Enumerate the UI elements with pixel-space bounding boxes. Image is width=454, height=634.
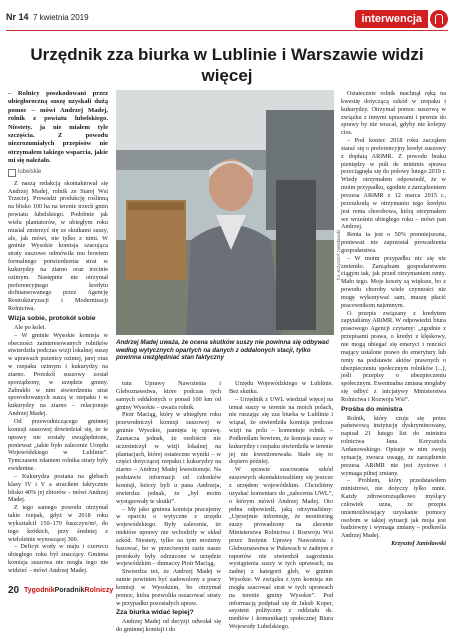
issue-date: 7 kwietnia 2019	[32, 13, 89, 22]
issue-info	[6, 12, 89, 22]
paragraph: O przepis związany z kredytem zapytaliśmy ARiMR. W odpowiedzi biura prasowego Agencji czytamy: „zgodnie z przepisami prawa, o kredyt z klęskowy, nie mogą ubiegać się emeryci i renciści mający ustalone prawo do emerytury lub renty na podstawie aktów prawnych o ubezpieczeniu społecznym rolników (...), jeśli przepisy o ubezpieczeniu społecznym. Ewentualna zmiana mogłaby się odbyć z inicjatywy Ministerstwa Rolnictwa i Rozwoju Wsi”.	[341, 309, 446, 403]
article-title: Urzędnik zza biurka w Lublinie i Warszawie widzi więcej	[30, 45, 424, 85]
photo-credit: fot. Krzysztof Janisławski	[336, 230, 341, 281]
article-author: Krzysztof Janisławski	[391, 540, 446, 548]
brand-part: Tygodnik	[24, 587, 55, 594]
paragraph: – Pod koniec 2018 roku zacząłem starać się o preferencyjny kredyt suszowy z dopłatą ARiMR. Z powodu braku pieniędzy w puli de minimis sprawa przeciągnęła się do połowy lutego 2019 r. Wtedy otrzymałem odpowiedź, że w moim przypadku, zgodnie z zarządzeniem prezesa ARiMR z 12 marca 2015 r., przeszkodą w otrzymaniu tego kredytu jest renta chorobowa, którą otrzymałem we wrześniu ubiegłego roku – mówi pan Andrzej.	[341, 137, 446, 231]
section-tag: interwencja	[355, 10, 428, 28]
farmer-photo-illustration	[116, 90, 334, 335]
article-source	[8, 169, 108, 177]
paragraph: – W moim przypadku nic się nie zmieniło. Zarządzam gospodarstwem ciągym tak, jak przed otrzymaniem renty. Mało tego. Moje koszty są większe, bo z powodu choroby wiele czynności nie mogę wykonywać sam, muszę płacić pracownikom najemnym.	[341, 254, 446, 309]
paragraph: Od przewodniczącego gminnej komisji suszowej dowiedział się, że te uprawy nie zostały uwzględnione, ponieważ „takie było zalecenie Urzędu Wojewódzkiego w Lublinie”. Tymczasem zdaniem rolnika straty były ewidentne.	[8, 417, 108, 473]
brand-part: Poradnik	[54, 587, 85, 594]
paragraph: tutu Uprawy Nawożenia i Gleboznawstwa, które podczas tych samych oddalonych o ponad 100 km od gminy Wysokie – uważa rolnik.	[116, 380, 221, 411]
source-label: lubelskie	[18, 168, 42, 175]
header-divider	[6, 30, 448, 31]
paragraph: Z tego samego powodu otrzymał takie rzepak, gdyż w 2018 roku wykształcił 150–170 łuszczyn/m², do tego krótkich, przy średniej z wieloletnie wynoszącej 300.	[8, 504, 108, 543]
paragraph: – Kukurydza posiana na glebach klasy IV i V a straciłem faktycznie blisko 40% jej zbiorów – mówi Andrzej Madej.	[8, 472, 108, 504]
article-column-1	[8, 90, 108, 575]
paragraph: – Problem, który przedstawiłem ministrowi, nie dotyczy tylko mnie. Każdy zdroworozsądkowo myślący człowiek uzna, że przepis uniemożliwiający uzyskanie pomocy osobom w takiej sytuacji jak moja jest badziewny i wymaga zmiany – podkreśla Andrzej Madej.	[341, 477, 446, 540]
subheading: Wizja sobie, protokół sobie	[8, 315, 96, 322]
article-column-4	[341, 90, 446, 548]
paragraph: Andrzej Madej od decyzji odwołał się do gminnej komisji i do	[116, 618, 221, 634]
publication-brand	[24, 587, 113, 594]
page-footer	[0, 582, 454, 600]
article-lead: – Rolnicy poszkodowani przez ubiegłoroczną suszę uzyskali dużą pomoc – mówi Andrzej Madej, rolnik z powiatu lubelskiego. Niestety, ja nie miałem tyle szczęścia. Z powodu niezrozumiałych przepisów nie otrzymałem takiego wsparcia, jakie mi się należało.	[8, 90, 108, 165]
paragraph: – W gminie Wysokie komisja w obecności zainteresowanych rolników stwierdziła podczas wizji lokalnej suszę w uprawach pszenicy ozimej, jarej oraz w rzepaku ozimym i kukurydzy na ziarno. Protokół suszowy został sporządzony, w urzędzie gminy. Zabrakło w nim stwierdzenia strat spowodowanych suszą w rzepaku i w kukurydzy na ziarno – relacjonuje Andrzej Madej.	[8, 331, 108, 418]
megaphone-icon	[430, 10, 448, 28]
location-icon	[8, 169, 16, 177]
paragraph: Stwierdza też, że Andrzej Madej w sumie powinien być zadowolony z pracy komisji w Wysokiem, bo otrzymał pomoc, która pozwoliła oszacować straty w przypadku pozostałych upraw.	[116, 568, 221, 607]
paragraph: – Urzędnik z UWL wiedział więcej na temat suszy w terenie na moich polach, nie ruszając się zza biurka w Lublinie i wiązał, że stwierdziła komisja podczas wizji na polu – komentuje rolnik. – Podkreślam bowiem, że komisja suszy w kukurydzy i rzepaku stwierdziła w terenie jej nie kwestionowała. Stało się to dopiero później.	[229, 395, 333, 466]
paragraph: Ale po kolei.	[14, 323, 47, 331]
paragraph: Z naszą redakcją skontaktował się Andrzej Madej, rolnik ze Starej Wsi Trzeciej. Prowadzi produkcję roślinną na blisko 100 ha na terenie trzech gmin powiatu lubelskiego. Podobnie jak wielu plantatorów, w ubiegłym roku musiał zmierzyć się ze skutkami suszy, ale, jak mówi, nie tylko z nimi. W gminie Wysokie komisja szacująca straty suszowe odmówiła mu bowiem formalnego potwierdzenia strat w kukurydzy na ziarno oraz trzcinie ozimym. Następnie nie otrzymał preferencyjnego kredytu dofinansowanego przez Agencję Restrukturyzacji i Modernizacji Rolnictwa.	[8, 179, 108, 313]
subheading: Prośba do ministra	[341, 405, 403, 413]
photo-caption: Andrzej Madej uważa, że ocena skutków suszy nie powinna się odbywać według wytycznych opartych na danych z oddalonych stacji, tylko powinna uwzględniać stan faktyczny	[116, 339, 330, 362]
article-photo	[116, 90, 334, 335]
paragraph: Rolnik, który czuje się przez państwową instytucję dyskryminowany, napisał 21 lutego list do ministra rolnictwa Jana Krzysztofa Ardanowskiego. Opisuje w nim swoją sytuację, zwraca uwagę, że zarządzenie prezesa ARiMR nie jest życiowe i wymaga pilnej zmiany.	[341, 414, 446, 477]
subheading: Zza biurka widać lepiej?	[116, 609, 194, 617]
section-label	[355, 10, 448, 28]
paragraph: Urzędu Wojewódzkiego w Lublinie. Bez skutku.	[229, 380, 333, 395]
brand-part: Rolniczy	[84, 587, 114, 594]
page-number: 20	[8, 585, 20, 596]
paragraph: Ostatecznie rolnik machnął ręką na kwestię dotyczącą szkód w rzepaku i kukurydzy. Otrzymał pomoc suszową w związku z innymi uprawami i pewnie do sprawy by nie wracał, gdyby nie kolejny cios.	[341, 90, 446, 137]
paragraph: W sprawie szacowania szkód suszowych skontaktowaliśmy się jeszcze z urzędem wojewódzkim. Chcieliśmy uzyskać komentarz do „zalecenia UWL”, o którym mówił Andrzej Madej. Oto pełna odpowiedź, jaką otrzymaliśmy: „Uprzejmie informuję, że monitoring suszy prowadzony na zlecenie Ministerstwa Rolnictwa i Rozwoju Wsi przez Instytut Uprawy Nawożenia i Gleboznawstwa w Puławach w żadnym z raportów nie stwierdził zagrożenia wystąpienia suszy w tych uprawach, na żadnej z kategorii gleb, w gminie Wysokie. W związku z tym komisja nie mogła szacować strat w tych uprawach na terenie gminy Wysokie”. Pod informacją podpisał się dr Jakub Koper, asystent polityczny z oddziału ds. mediów i komunikacji społecznej Biura Wojewody Lubelskiego.	[229, 466, 333, 631]
paragraph: Piotr Maciąg, który w ubiegłym roku przewodniczył komisji suszowej w gminie Wysokie, pamięta tę sprawę. Zaznacza jednak, że osobiście nie uczestniczył w wizji lokalnej na plantacjach, której ostateczne wyniki – w części dotyczącej rzepaku i kukurydzy na ziarno – Andrzej Madej kwestionuje. Na podstawie informacji od członków komisji, którzy byli u pana Andrzeja, stwierdza jednak, że „był moim wystąpowały te skutki”.	[116, 411, 221, 505]
paragraph: – My jako gminna komisja pracujemy w oparciu o wytyczne z urzędu wojewódzkiego. Były zalecenia, że niektóre uprawy nie wchodziły w skład szkód. Niestety, tylko na tym możemy bazować, bo w przeciwnym razie nasze protokoły były odrzucone w urzędzie wojewódzkim – tłumaczy Piotr Maciąg.	[116, 505, 221, 568]
issue-number: Nr 14	[6, 12, 29, 22]
paragraph: – Deficyt wody w maju i czerwcu ubiegłego roku był znaczący. Gminna komisja suszowa nie mogła tego nie widzieć – mówi Andrzej Madej.	[8, 543, 108, 574]
page-header	[0, 0, 454, 34]
paragraph: Renta ta jest o 50% pomniejszona, ponieważ nie zaprzestał prowadzenia gospodarstwa.	[341, 231, 446, 254]
